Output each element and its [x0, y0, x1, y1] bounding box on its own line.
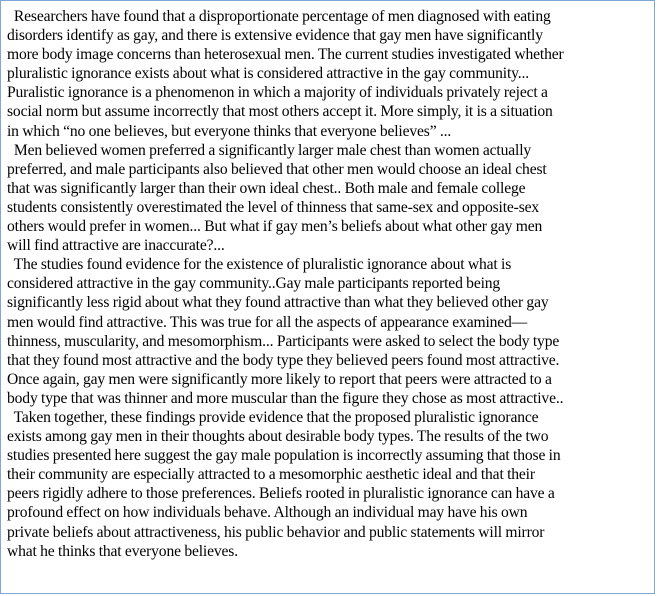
- text-line: social norm but assume incorrectly that most others accept it. More simply, it is a situation: [7, 103, 553, 121]
- text-line: will find attractive are inaccurate?...: [7, 237, 225, 255]
- text-line: others would prefer in women... But what if gay men’s beliefs about what other gay men: [7, 218, 543, 236]
- text-line: body type that was thinner and more muscular than the figure they chose as most attractive..: [7, 389, 564, 407]
- text-line: students consistently overestimated the level of thinness that same-sex and opposite-sex: [7, 198, 540, 216]
- text-line: men would find attractive. This was true for all the aspects of appearance examined—: [7, 313, 528, 331]
- text-line: disorders identify as gay, and there is extensive evidence that gay men have significantly: [7, 27, 543, 45]
- text-line: Once again, gay men were significantly more likely to report that peers were attracted to a: [7, 370, 552, 388]
- text-line: The studies found evidence for the existence of pluralistic ignorance about what is: [7, 256, 512, 274]
- text-line: significantly less rigid about what they found attractive than what they believed other gay: [7, 294, 549, 312]
- document-text: [7, 7, 651, 561]
- text-line: their community are especially attracted to a mesomorphic aesthetic ideal and that their: [7, 466, 535, 484]
- text-line: in which “no one believes, but everyone thinks that everyone believes” ...: [7, 122, 452, 140]
- text-line: profound effect on how individuals behave. Although an individual may have his own: [7, 504, 528, 522]
- text-line: that they found most attractive and the body type they believed peers found most attractive.: [7, 351, 560, 369]
- text-line: peers rigidly adhere to those preferences. Beliefs rooted in pluralistic ignorance can have a: [7, 485, 555, 503]
- text-line: Men believed women preferred a significantly larger male chest than women actually: [7, 141, 532, 159]
- text-line: considered attractive in the gay community..Gay male participants reported being: [7, 275, 501, 293]
- text-line: more body image concerns than heterosexual men. The current studies investigated whether: [7, 46, 564, 64]
- text-line: Taken together, these findings provide evidence that the proposed pluralistic ignorance: [7, 408, 539, 426]
- text-line: Researchers have found that a disproportionate percentage of men diagnosed with eating: [7, 8, 551, 25]
- text-line: what he thinks that everyone believes.: [7, 542, 238, 560]
- text-line: pluralistic ignorance exists about what is considered attractive in the gay community...: [7, 65, 530, 83]
- text-line: studies presented here suggest the gay male population is incorrectly assuming that those in: [7, 447, 561, 465]
- text-line: thinness, muscularity, and mesomorphism... Participants were asked to select the body type: [7, 332, 560, 350]
- text-line: preferred, and male participants also believed that other men would choose an ideal chest: [7, 160, 547, 178]
- text-line: exists among gay men in their thoughts about desirable body types. The results of the two: [7, 428, 549, 446]
- text-line: Puralistic ignorance is a phenomenon in which a majority of individuals privately reject a: [7, 84, 548, 102]
- text-line: private beliefs about attractiveness, his public behavior and public statements will mirror: [7, 523, 545, 541]
- text-line: that was significantly larger than their own ideal chest.. Both male and female college: [7, 179, 526, 197]
